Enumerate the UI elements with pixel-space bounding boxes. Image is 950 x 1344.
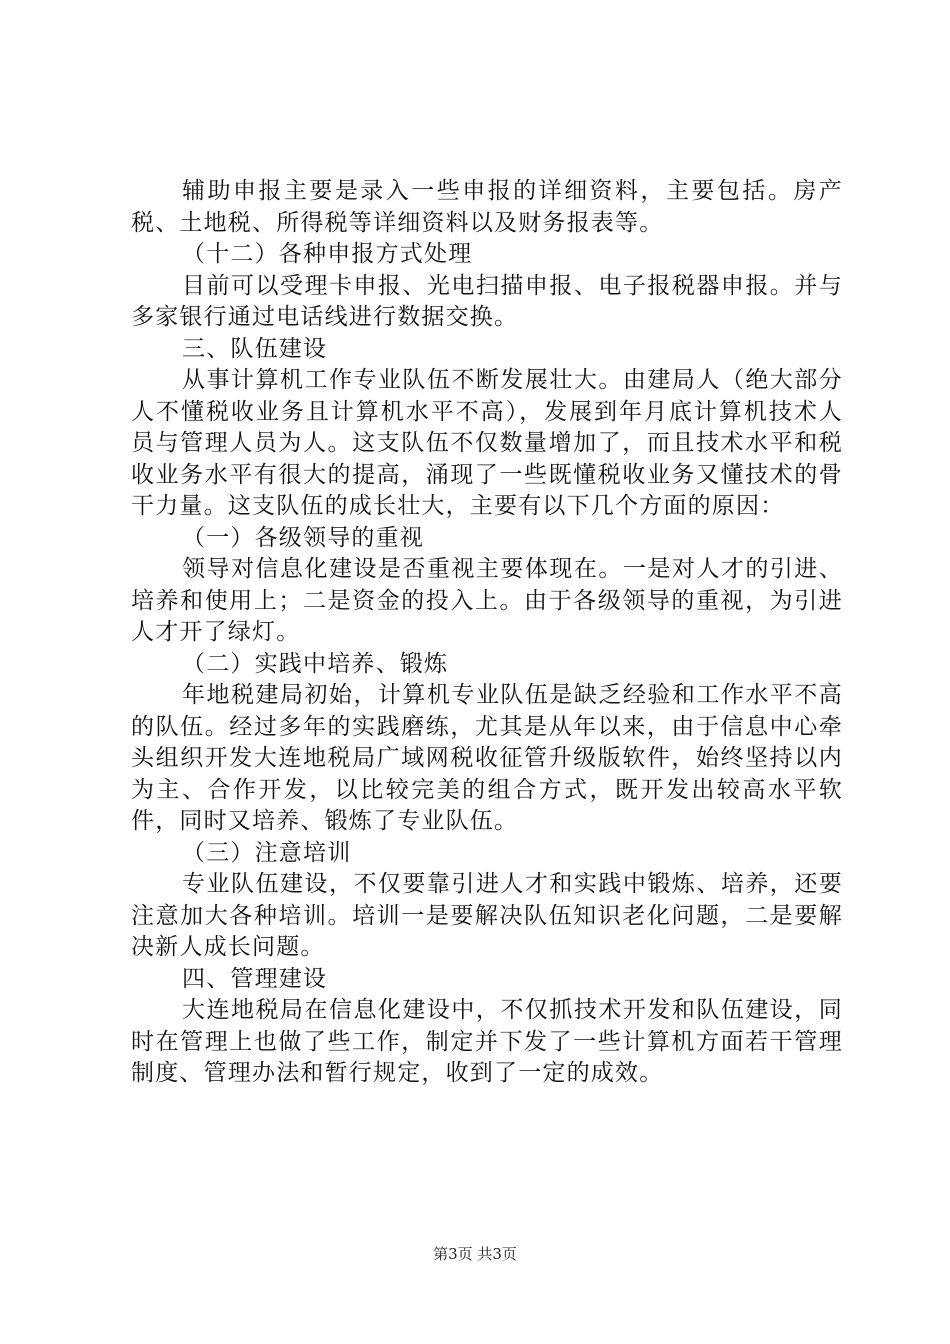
paragraph: 领导对信息化建设是否重视主要体现在。一是对人才的引进、培养和使用上；二是资金的投入上。由于各级领导的重视，为引进人才开了绿灯。 (131, 556, 843, 645)
paragraph: 辅助申报主要是录入一些申报的详细资料，主要包括。房产税、土地税、所得税等详细资料以及财务报表等。 (131, 178, 843, 236)
paragraph: 专业队伍建设，不仅要靠引进人才和实践中锻炼、培养，还要注意加大各种培训。培训一是要解决队伍知识老化问题，二是要解决新人成长问题。 (131, 871, 843, 960)
section-heading: 四、管理建设 (182, 965, 328, 992)
paragraph: 大连地税局在信息化建设中，不仅抓技术开发和队伍建设，同时在管理上也做了些工作，制定并下发了一些计算机方面若干管理制度、管理办法和暂行规定，收到了一定的成效。 (131, 997, 843, 1086)
section-heading: 三、队伍建设 (182, 335, 328, 362)
document-body (131, 176, 843, 1090)
section-heading: （十二）各种申报方式处理 (182, 241, 473, 267)
page-footer: 第3页 共3页 (433, 1245, 517, 1263)
section-heading: （二）实践中培养、锻炼 (182, 650, 449, 677)
section-heading: （一）各级领导的重视 (182, 524, 424, 551)
paragraph: 目前可以受理卡申报、光电扫描申报、电子报税器申报。并与多家银行通过电话线进行数据交换。 (131, 272, 843, 330)
paragraph: 从事计算机工作专业队伍不断发展壮大。由建局人（绝大部分人不懂税收业务且计算机水平不高），发展到年月底计算机技术人员与管理人员为人。这支队伍不仅数量增加了，而且技术水平和税收业务水平有很大的提高，涌现了一些既懂税收业务又懂技术的骨干力量。这支队伍的成长壮大，主要有以下几个方面的原因： (131, 367, 843, 519)
paragraph: 年地税建局初始，计算机专业队伍是缺乏经验和工作水平不高的队伍。经过多年的实践磨练，尤其是从年以来，由于信息中心牵头组织开发大连地税局广域网税收征管升级版软件，始终坚持以内为主、合作开发，以比较完美的组合方式，既开发出较高水平软件，同时又培养、锻炼了专业队伍。 (131, 682, 843, 834)
section-heading: （三）注意培训 (182, 839, 352, 866)
